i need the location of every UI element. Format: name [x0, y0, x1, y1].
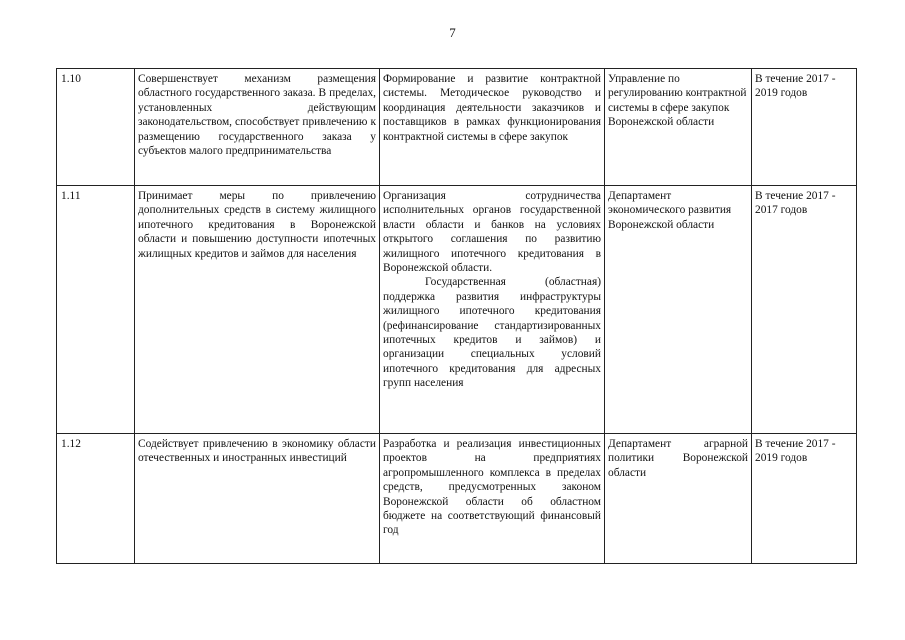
measures-table	[56, 68, 857, 564]
term-text: В течение 2017 - 2019 годов	[752, 434, 857, 564]
activity-text: Организация сотрудничества исполнительных органов государственной власти области и банков на условиях открытого соглашения по развитию жилищного ипотечного кредитования в Воронежской области.	[383, 190, 601, 275]
responsible-text: Департамент аграрной политики Воронежской области	[605, 434, 752, 564]
table-row	[57, 434, 857, 564]
row-number: 1.11	[57, 186, 135, 434]
activity-text: Разработка и реализация инвестиционных проектов на предприятиях агропромышленного комплекса в пределах средств, предусмотренных законом Воронежской области об областном бюджете на соответствующий финансовый год	[383, 438, 601, 537]
activity-text: Формирование и развитие контрактной системы. Методическое руководство и координация деятельности заказчиков и поставщиков в рамках функционирования контрактной системы в сфере закупок	[383, 73, 601, 143]
responsible-text: Управление по регулированию контрактной системы в сфере закупок Воронежской области	[605, 69, 752, 186]
table-row	[57, 69, 857, 186]
page-number: 7	[449, 25, 456, 40]
activities-cell	[380, 69, 605, 186]
row-number: 1.12	[57, 434, 135, 564]
term-text: В течение 2017 - 2019 годов	[752, 69, 857, 186]
term-text: В течение 2017 - 2017 годов	[752, 186, 857, 434]
activities-cell	[380, 434, 605, 564]
function-text: Совершенствует механизм размещения областного государственного заказа. В пределах, установленных действующим законодательством, способствует привлечению к размещению государственного заказа у субъектов малого предпринимательства	[135, 69, 380, 186]
activity-text: Государственная (областная) поддержка развития инфраструктуры жилищного ипотечного кредитования (рефинансирование стандартизированных ипотечных кредитов и займов) и организации специальных условий ипотечного кредитования для адресных групп населения	[383, 276, 601, 390]
function-text: Содействует привлечению в экономику области отечественных и иностранных инвестиций	[135, 434, 380, 564]
row-number: 1.10	[57, 69, 135, 186]
function-text: Принимает меры по привлечению дополнительных средств в систему жилищного ипотечного кредитования в Воронежской области и повышению доступности ипотечных жилищных кредитов и займов для населения	[135, 186, 380, 434]
table-row	[57, 186, 857, 434]
responsible-text: Департамент экономического развития Воронежской области	[605, 186, 752, 434]
activities-cell	[380, 186, 605, 434]
